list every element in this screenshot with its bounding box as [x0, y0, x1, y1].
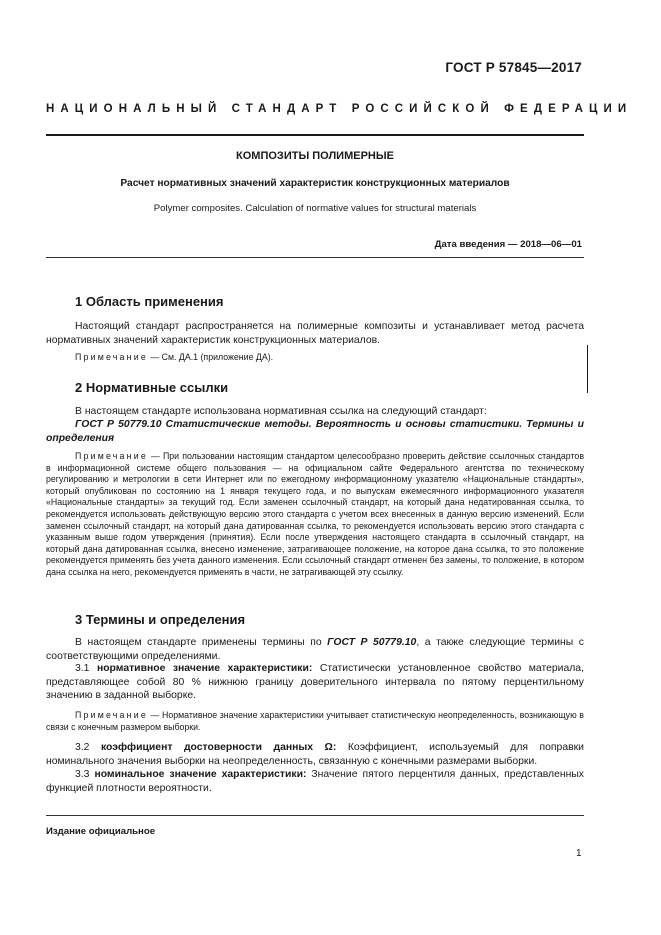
term-number: 3.1 — [75, 663, 97, 674]
term-definition: Коэффициент, используемый для поправки номинального значения выборки на неопределенность, связанную с конечными размерами выборки. — [46, 742, 584, 767]
term-number: 3.3 — [75, 769, 95, 780]
introduction-date: Дата введения — 2018—06—01 — [434, 239, 582, 250]
term-number: 3.2 — [75, 742, 101, 753]
footer-divider — [46, 815, 584, 816]
section-2-note — [46, 451, 584, 579]
note-label: Примечание — [75, 352, 148, 362]
section-1-note — [46, 352, 584, 364]
section-1-text — [46, 320, 584, 347]
term-3-1 — [46, 662, 584, 703]
header-divider — [46, 134, 584, 136]
section-2-text-body: В настоящем стандарте использована нормативная ссылка на следующий стандарт: — [75, 406, 487, 417]
standard-number: ГОСТ Р 57845—2017 — [445, 60, 582, 75]
note-text: — Нормативное значение характеристики учитывает статистическую неопределенность, возникающую в связи с конечным размером выборки. — [46, 710, 584, 732]
official-edition-label: Издание официальное — [46, 826, 156, 837]
term-definition: Статистически установленное свойство материала, представляющее собой 80 % нижнюю границу доверительного интервала по пятому перцентильному значению в заданной выборке. — [46, 663, 584, 701]
document-subtitle: Расчет нормативных значений характеристик конструкционных материалов — [120, 178, 510, 189]
section-1-text-body: Настоящий стандарт распространяется на полимерные композиты и устанавливает метод расчета нормативных значений характеристик конструкционных материалов. — [46, 321, 584, 346]
title-divider — [46, 257, 584, 258]
section-3-heading: 3 Термины и определения — [75, 612, 246, 627]
note-label: Примечание — [75, 710, 148, 720]
term-3-2 — [46, 741, 584, 768]
change-bar — [587, 345, 588, 393]
document-title: КОМПОЗИТЫ ПОЛИМЕРНЫЕ — [236, 150, 394, 162]
intro-text-a: В настоящем стандарте применены термины по — [75, 637, 328, 648]
section-3-intro — [46, 636, 584, 663]
term-definition: Значение пятого перцентиля данных, представленных функцией плотности вероятности. — [46, 769, 584, 794]
intro-reference: ГОСТ Р 50779.10 — [327, 637, 417, 648]
national-standard-heading: НАЦИОНАЛЬНЫЙ СТАНДАРТ РОССИЙСКОЙ ФЕДЕРАЦИИ — [46, 103, 633, 115]
term-name: номинальное значение характеристики: — [94, 769, 307, 780]
section-2-reference — [46, 418, 584, 445]
section-2-heading: 2 Нормативные ссылки — [75, 380, 229, 395]
section-3-note — [46, 710, 584, 733]
term-3-3 — [46, 768, 584, 795]
note-text: — При пользовании настоящим стандартом целесообразно проверить действие ссылочных стандартов в информационной системе общего пользования — на официальном сайте Федерального агентства по техническому регулированию и метрологии в сети Интернет или по ежегодному информационному указателю «Национальные стандарты», который опубликован по состоянию на 1 января текущего года, и по выпускам ежемесячного информационного указателя «Национальные стандарты» за текущий год. Если заменен ссылочный стандарт, на который дана недатированная ссылка, то рекомендуется использовать действующую версию этого стандарта с учетом всех внесенных в данную версию изменений. Если заменен ссылочный стандарт, на который дана датированная ссылка, то рекомендуется использовать версию этого стандарта с указанным выше годом утверждения (принятия). Если после утверждения настоящего стандарта в ссылочный стандарт, на который дана датированная ссылка, внесено изменение, затрагивающее положение, на которое дана ссылка, то это положение рекомендуется применять без учета данного изменения. Если ссылочный стандарт отменен без замены, то положение, в котором дана ссылка на него, рекомендуется применять в части, не затрагивающей эту ссылку. — [46, 451, 584, 577]
term-name: коэффициент достоверности данных Ω: — [100, 742, 337, 753]
page-number: 1 — [576, 848, 582, 859]
english-title: Polymer composites. Calculation of normative values for structural materials — [153, 203, 477, 214]
section-2-text — [46, 405, 584, 419]
note-label: Примечание — [75, 451, 148, 461]
reference-gost: ГОСТ Р 50779.10 Статистические методы. Вероятность и основы статистики. Термины и определения — [46, 419, 584, 444]
term-name: нормативное значение характеристики: — [96, 663, 313, 674]
note-text: — См. ДА.1 (приложение ДА). — [147, 352, 274, 362]
intro-text-b: , а также следующие термины с соответствующими определениями. — [46, 637, 584, 662]
section-1-heading: 1 Область применения — [75, 294, 224, 309]
